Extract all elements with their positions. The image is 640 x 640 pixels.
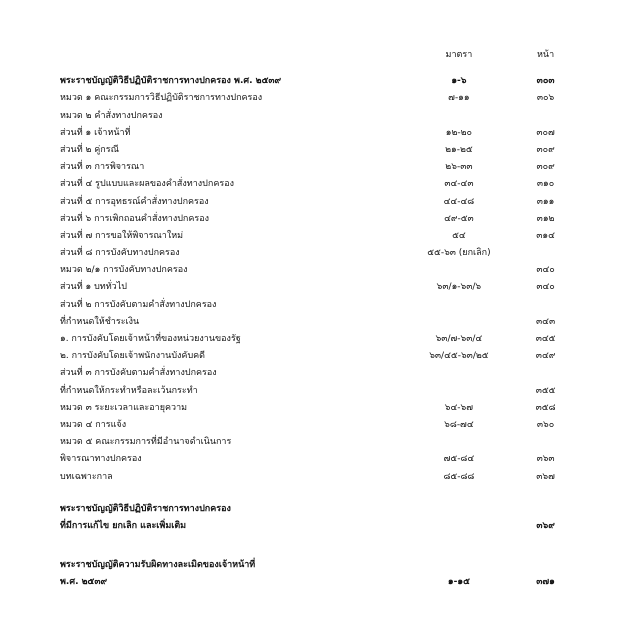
entry-label: ส่วนที่ ๓ การพิจารณา bbox=[60, 162, 145, 173]
table-row[interactable] bbox=[60, 361, 580, 378]
entry-section: ๕๕-๖๓ (ยกเลิก) bbox=[427, 248, 491, 259]
table-row[interactable] bbox=[60, 207, 580, 224]
entry-page: ๓๑๐ bbox=[536, 179, 555, 190]
table-row[interactable] bbox=[60, 497, 580, 514]
entry-page: ๓๐๙ bbox=[536, 144, 555, 155]
table-row[interactable] bbox=[60, 378, 580, 395]
table-row[interactable] bbox=[60, 138, 580, 155]
entry-section bbox=[407, 310, 512, 327]
table-row[interactable] bbox=[60, 172, 580, 189]
entry-section bbox=[407, 378, 512, 395]
entry-page: ๓๐๓ bbox=[536, 76, 555, 87]
table-row[interactable] bbox=[60, 413, 580, 430]
entry-section bbox=[407, 514, 512, 531]
spacer-cell bbox=[60, 482, 580, 497]
toc-column-headers bbox=[60, 30, 580, 60]
entry-page: ๓๔๐ bbox=[536, 282, 555, 293]
entry-label: พิจารณาทางปกครอง bbox=[60, 454, 142, 465]
table-row[interactable] bbox=[60, 514, 580, 531]
entry-page: ๓๐๖ bbox=[536, 93, 555, 104]
entry-section bbox=[407, 430, 512, 447]
entry-label: พระราชบัญญัติความรับผิดทางละเมิดของเจ้าหน้าที่ bbox=[60, 560, 256, 571]
entry-page: ๓๐๗ bbox=[536, 127, 555, 138]
toc-body bbox=[60, 30, 580, 587]
entry-section: ๗-๑๑ bbox=[448, 93, 470, 104]
entry-section bbox=[407, 553, 512, 570]
entry-label: หมวด ๕ คณะกรรมการที่มีอำนาจดำเนินการ bbox=[60, 437, 232, 448]
entry-label: ส่วนที่ ๑ เจ้าหน้าที่ bbox=[60, 127, 131, 138]
entry-label: ส่วนที่ ๖ การเพิกถอนคำสั่งทางปกครอง bbox=[60, 213, 210, 224]
entry-label: ๑. การบังคับโดยเจ้าหน้าที่ของหน่วยงานของรัฐ bbox=[60, 334, 241, 344]
entry-label: หมวด ๒ คำสั่งทางปกครอง bbox=[60, 110, 163, 121]
entry-page: ๓๖๙ bbox=[536, 520, 555, 531]
column-header-section: มาตรา bbox=[445, 50, 473, 60]
table-row[interactable] bbox=[60, 224, 580, 241]
table-row[interactable] bbox=[60, 344, 580, 361]
entry-section bbox=[407, 258, 512, 275]
table-row[interactable] bbox=[60, 275, 580, 292]
entry-section: ๕๔ bbox=[452, 230, 466, 241]
entry-section: ๖๓/๑-๖๓/๖ bbox=[436, 282, 482, 293]
table-row[interactable] bbox=[60, 396, 580, 413]
entry-section bbox=[407, 292, 512, 309]
column-header-page: หน้า bbox=[537, 50, 555, 60]
entry-page bbox=[511, 553, 580, 570]
entry-section: ๗๕-๘๔ bbox=[443, 454, 475, 465]
entry-label: ส่วนที่ ๑ บททั่วไป bbox=[60, 282, 127, 293]
table-of-contents bbox=[60, 30, 580, 587]
entry-label: หมวด ๓ ระยะเวลาและอายุความ bbox=[60, 402, 188, 413]
entry-section: ๖๓/๔๕-๖๓/๒๕ bbox=[429, 351, 489, 362]
entry-label: หมวด ๒/๑ การบังคับทางปกครอง bbox=[60, 265, 188, 276]
table-row[interactable] bbox=[60, 447, 580, 464]
table-row[interactable] bbox=[60, 310, 580, 327]
spacer-cell bbox=[60, 531, 580, 553]
entry-section: ๓๔-๔๓ bbox=[444, 179, 474, 190]
entry-section: ๒๑-๒๕ bbox=[445, 144, 473, 155]
entry-section: ๔๔-๔๘ bbox=[443, 196, 475, 207]
table-row[interactable] bbox=[60, 327, 580, 344]
table-row[interactable] bbox=[60, 86, 580, 103]
entry-label: บทเฉพาะกาล bbox=[60, 471, 113, 482]
entry-section: ๘๕-๘๘ bbox=[443, 471, 475, 482]
entry-page: ๓๕๘ bbox=[535, 402, 556, 413]
entry-page: ๓๔๐ bbox=[536, 265, 555, 276]
entry-label: หมวด ๑ คณะกรรมการวิธีปฏิบัติราชการทางปกครอง bbox=[60, 93, 263, 104]
entry-page bbox=[511, 497, 580, 514]
entry-page bbox=[511, 430, 580, 447]
table-row[interactable] bbox=[60, 69, 580, 86]
spacer-row bbox=[60, 531, 580, 553]
entry-label: ส่วนที่ ๕ การอุทธรณ์คำสั่งทางปกครอง bbox=[60, 196, 209, 207]
entry-section: ๑-๖ bbox=[451, 76, 467, 87]
entry-label: พระราชบัญญัติวิธีปฏิบัติราชการทางปกครอง พ.ศ. ๒๕๓๙ bbox=[60, 76, 282, 87]
entry-page: ๓๐๙ bbox=[536, 162, 555, 173]
entry-page: ๓๔๕ bbox=[535, 334, 556, 344]
entry-section: ๑๒-๒๐ bbox=[445, 127, 473, 138]
entry-label: พ.ศ. ๒๕๓๙ bbox=[60, 577, 108, 588]
table-row[interactable] bbox=[60, 464, 580, 481]
entry-page: ๓๑๒ bbox=[536, 213, 555, 224]
entry-label: ส่วนที่ ๘ การบังคับทางปกครอง bbox=[60, 248, 180, 259]
entry-label: ที่มีการแก้ไข ยกเลิก และเพิ่มเติม bbox=[60, 520, 187, 531]
table-row[interactable] bbox=[60, 155, 580, 172]
table-row[interactable] bbox=[60, 103, 580, 120]
entry-section: ๖๓/๗-๖๓/๔ bbox=[435, 334, 483, 344]
entry-page: ๓๑๑ bbox=[536, 196, 555, 207]
table-row[interactable] bbox=[60, 570, 580, 587]
table-row[interactable] bbox=[60, 553, 580, 570]
entry-section: ๔๙-๕๓ bbox=[444, 213, 474, 224]
spacer-row bbox=[60, 482, 580, 497]
entry-label: ส่วนที่ ๔ รูปแบบและผลของคำสั่งทางปกครอง bbox=[60, 179, 234, 190]
entry-page bbox=[511, 241, 580, 258]
entry-section: ๑-๑๕ bbox=[447, 577, 470, 588]
table-row[interactable] bbox=[60, 430, 580, 447]
entry-page: ๓๔๙ bbox=[535, 351, 556, 362]
entry-label: ๒. การบังคับโดยเจ้าพนักงานบังคับคดี bbox=[60, 351, 206, 362]
entry-label: ที่กำหนดให้กระทำหรือละเว้นกระทำ bbox=[60, 385, 198, 396]
spacer-row bbox=[60, 60, 580, 69]
entry-page: ๓๗๑ bbox=[536, 577, 555, 588]
entry-section: ๖๔-๖๗ bbox=[444, 402, 474, 413]
entry-page: ๓๖๗ bbox=[536, 471, 555, 482]
entry-section: ๖๘-๗๔ bbox=[444, 419, 474, 430]
entry-page bbox=[511, 292, 580, 309]
entry-page: ๓๖๓ bbox=[536, 454, 555, 465]
entry-page: ๓๖๐ bbox=[536, 419, 555, 430]
spacer-cell bbox=[60, 30, 407, 60]
entry-section bbox=[407, 361, 512, 378]
entry-page bbox=[511, 361, 580, 378]
entry-section: ๒๖-๓๓ bbox=[445, 162, 473, 173]
table-row[interactable] bbox=[60, 241, 580, 258]
table-row[interactable] bbox=[60, 189, 580, 206]
table-row[interactable] bbox=[60, 292, 580, 309]
entry-label: ส่วนที่ ๒ การบังคับตามคำสั่งทางปกครอง bbox=[60, 299, 217, 310]
entry-page: ๓๕๕ bbox=[535, 385, 556, 396]
entry-label: ส่วนที่ ๓ การบังคับตามคำสั่งทางปกครอง bbox=[60, 368, 217, 379]
spacer-cell bbox=[60, 60, 580, 69]
entry-label: ที่กำหนดให้ชำระเงิน bbox=[60, 316, 140, 327]
entry-label: หมวด ๔ การแจ้ง bbox=[60, 419, 127, 430]
table-row[interactable] bbox=[60, 258, 580, 275]
entry-label: พระราชบัญญัติวิธีปฏิบัติราชการทางปกครอง bbox=[60, 503, 231, 514]
table-row[interactable] bbox=[60, 121, 580, 138]
entry-section bbox=[407, 497, 512, 514]
entry-page: ๓๔๓ bbox=[536, 316, 556, 327]
entry-label: ส่วนที่ ๒ คู่กรณี bbox=[60, 144, 119, 155]
entry-page bbox=[511, 103, 580, 120]
entry-label: ส่วนที่ ๗ การขอให้พิจารณาใหม่ bbox=[60, 230, 184, 241]
entry-section bbox=[407, 103, 512, 120]
entry-page: ๓๑๔ bbox=[536, 230, 555, 241]
